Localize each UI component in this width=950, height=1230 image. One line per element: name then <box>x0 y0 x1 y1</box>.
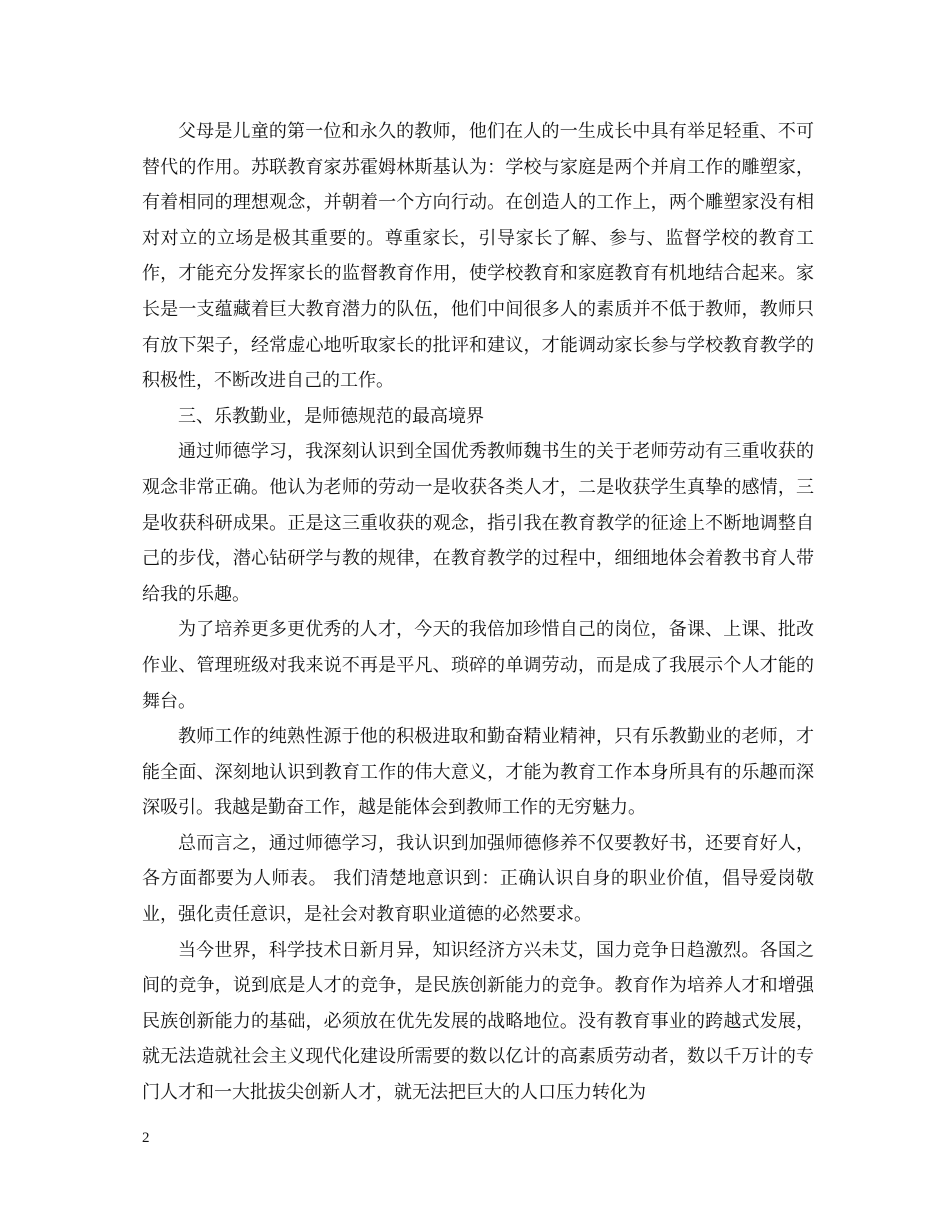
paragraph-three-harvests: 通过师德学习，我深刻认识到全国优秀教师魏书生的关于老师劳动有三重收获的观念非常正确。他认为老师的劳动一是收获各类人才，二是收获学生真挚的感情，三是收获科研成果。正是这三重收获的观念，指引我在教育教学的征途上不断地调整自己的步伐，潜心钻研学与教的规律，在教育教学的过程中，细细地体会着教书育人带给我的乐趣。 <box>142 441 814 605</box>
document-body <box>142 114 814 1111</box>
section-heading-three: 三、乐教勤业，是师德规范的最高境界 <box>178 405 484 427</box>
paragraph-summary: 总而言之，通过师德学习，我认识到加强师德修养不仅要教好书，还要育好人，各方面都要为人师表。 我们清楚地意识到：正确认识自身的职业价值，倡导爱岗敬业，强化责任意识，是社会对教育职业道德的必然要求。 <box>142 832 814 926</box>
paragraph-world-competition: 当今世界，科学技术日新月异，知识经济方兴未艾，国力竞争日趋激烈。各国之间的竞争，说到底是人才的竞争，是民族创新能力的竞争。教育作为培养人才和增强民族创新能力的基础，必须放在优先发展的战略地位。没有教育事业的跨越式发展，就无法造就社会主义现代化建设所需要的数以亿计的高素质劳动者，数以千万计的专门人才和一大批拔尖创新人才，就无法把巨大的人口压力转化为 <box>142 939 814 1104</box>
page-number: 2 <box>142 1130 150 1146</box>
paragraph-diligence: 教师工作的纯熟性源于他的积极进取和勤奋精业精神，只有乐教勤业的老师，才能全面、深刻地认识到教育工作的伟大意义，才能为教育工作本身所具有的乐趣而深深吸引。我越是勤奋工作，越是能体会到教师工作的无穷魅力。 <box>142 726 814 819</box>
paragraph-parents-role: 父母是儿童的第一位和永久的教师，他们在人的一生成长中具有举足轻重、不可替代的作用。苏联教育家苏霍姆林斯基认为：学校与家庭是两个并肩工作的雕塑家，有着相同的理想观念，并朝着一个方向行动。在创造人的工作上，两个雕塑家没有相对对立的立场是极其重要的。尊重家长，引导家长了解、参与、监督学校的教育工作，才能充分发挥家长的监督教育作用，使学校教育和家庭教育有机地结合起来。家长是一支蕴藏着巨大教育潜力的队伍，他们中间很多人的素质并不低于教师，教师只有放下架子，经常虚心地听取家长的批评和建议，才能调动家长参与学校教育教学的积极性，不断改进自己的工作。 <box>142 121 814 392</box>
paragraph-cherish-post: 为了培养更多更优秀的人才，今天的我倍加珍惜自己的岗位，备课、上课、批改作业、管理班级对我来说不再是平凡、琐碎的单调劳动，而是成了我展示个人才能的舞台。 <box>142 619 814 712</box>
